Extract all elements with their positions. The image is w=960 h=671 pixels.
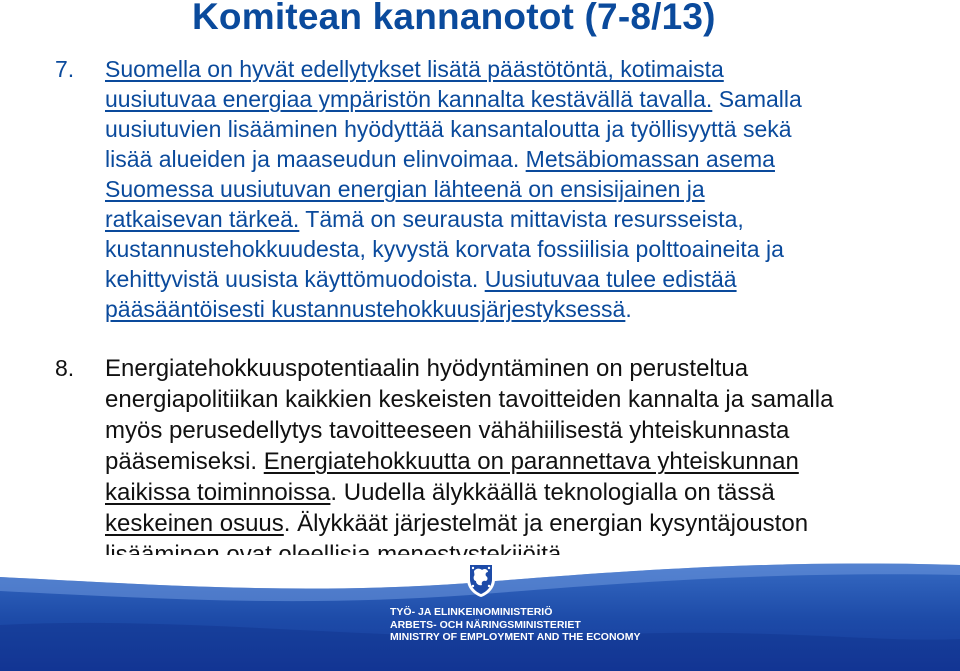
slide-title: Komitean kannanotot (7-8/13) bbox=[192, 0, 716, 37]
emphasized-text: Metsäbiomassan asema bbox=[525, 146, 775, 172]
text-segment: uusiutuvien lisääminen hyödyttää kansantaloutta ja työllisyyttä sekä bbox=[105, 116, 792, 142]
text-segment: pääsemiseksi. bbox=[105, 448, 264, 475]
emphasized-text: pääsääntöisesti kustannustehokkuusjärjestyksessä bbox=[105, 296, 626, 322]
emphasized-text: Suomessa uusiutuvan energian lähteenä on ensisijainen ja bbox=[105, 176, 705, 202]
text-segment: . Älykkäät järjestelmät ja energian kysyntäjouston bbox=[283, 510, 809, 537]
text-line bbox=[105, 264, 925, 294]
emphasized-text: Uusiutuvaa tulee edistää bbox=[484, 266, 737, 292]
emphasized-text: uusiutuvaa energiaa ympäristön kannalta kestävällä tavalla. bbox=[105, 86, 713, 112]
ministry-name bbox=[390, 606, 690, 644]
emphasized-text: keskeinen osuus bbox=[105, 510, 284, 537]
text-line bbox=[105, 294, 925, 324]
ministry-name-sv: ARBETS- OCH NÄRINGSMINISTERIET bbox=[390, 618, 581, 631]
text-segment: Energiatehokkuuspotentiaalin hyödyntäminen on perusteltua bbox=[105, 355, 749, 382]
statement-number: 8. bbox=[55, 355, 75, 381]
text-line bbox=[105, 54, 925, 84]
text-line bbox=[105, 204, 925, 234]
text-segment: energiapolitiikan kaikkien keskeisten tavoitteiden kannalta ja samalla bbox=[105, 386, 834, 413]
text-line bbox=[105, 353, 925, 384]
text-line bbox=[105, 446, 925, 477]
text-segment: . Uudella älykkäällä teknologialla on tässä bbox=[330, 479, 775, 506]
text-segment: . bbox=[625, 296, 632, 322]
text-segment: Tämä on seurausta mittavista resursseista, bbox=[299, 206, 744, 232]
text-line bbox=[105, 384, 925, 415]
text-segment: kustannustehokkuudesta, kyvystä korvata fossiilisia polttoaineita ja bbox=[105, 236, 784, 262]
text-line bbox=[105, 174, 925, 204]
text-line bbox=[105, 114, 925, 144]
text-line bbox=[105, 508, 925, 539]
text-line bbox=[105, 415, 925, 446]
emphasized-text: kaikissa toiminnoissa bbox=[105, 479, 331, 506]
text-line bbox=[105, 144, 925, 174]
statement-7 bbox=[55, 54, 925, 324]
statement-number: 7. bbox=[55, 56, 75, 82]
ministry-name-en: MINISTRY OF EMPLOYMENT AND THE ECONOMY bbox=[390, 631, 641, 643]
statement-text bbox=[105, 54, 925, 324]
text-segment: Samalla bbox=[712, 86, 802, 112]
emphasized-text: Energiatehokkuutta on parannettava yhteiskunnan bbox=[263, 448, 799, 475]
text-segment: kehittyvistä uusista käyttömuodoista. bbox=[105, 266, 485, 292]
text-segment: lisää alueiden ja maaseudun elinvoimaa. bbox=[105, 146, 526, 172]
statement-8 bbox=[55, 353, 925, 570]
statement-text bbox=[105, 353, 925, 570]
text-line bbox=[105, 234, 925, 264]
text-line bbox=[105, 477, 925, 508]
finnish-lion-crest-icon bbox=[461, 559, 501, 599]
ministry-name-fi: TYÖ- JA ELINKEINOMINISTERIÖ bbox=[390, 606, 553, 618]
text-line bbox=[105, 84, 925, 114]
text-segment: myös perusedellytys tavoitteeseen vähähiilisestä yhteiskunnasta bbox=[105, 417, 790, 444]
emphasized-text: ratkaisevan tärkeä. bbox=[105, 206, 300, 232]
emphasized-text: Suomella on hyvät edellytykset lisätä päästötöntä, kotimaista bbox=[105, 56, 724, 82]
